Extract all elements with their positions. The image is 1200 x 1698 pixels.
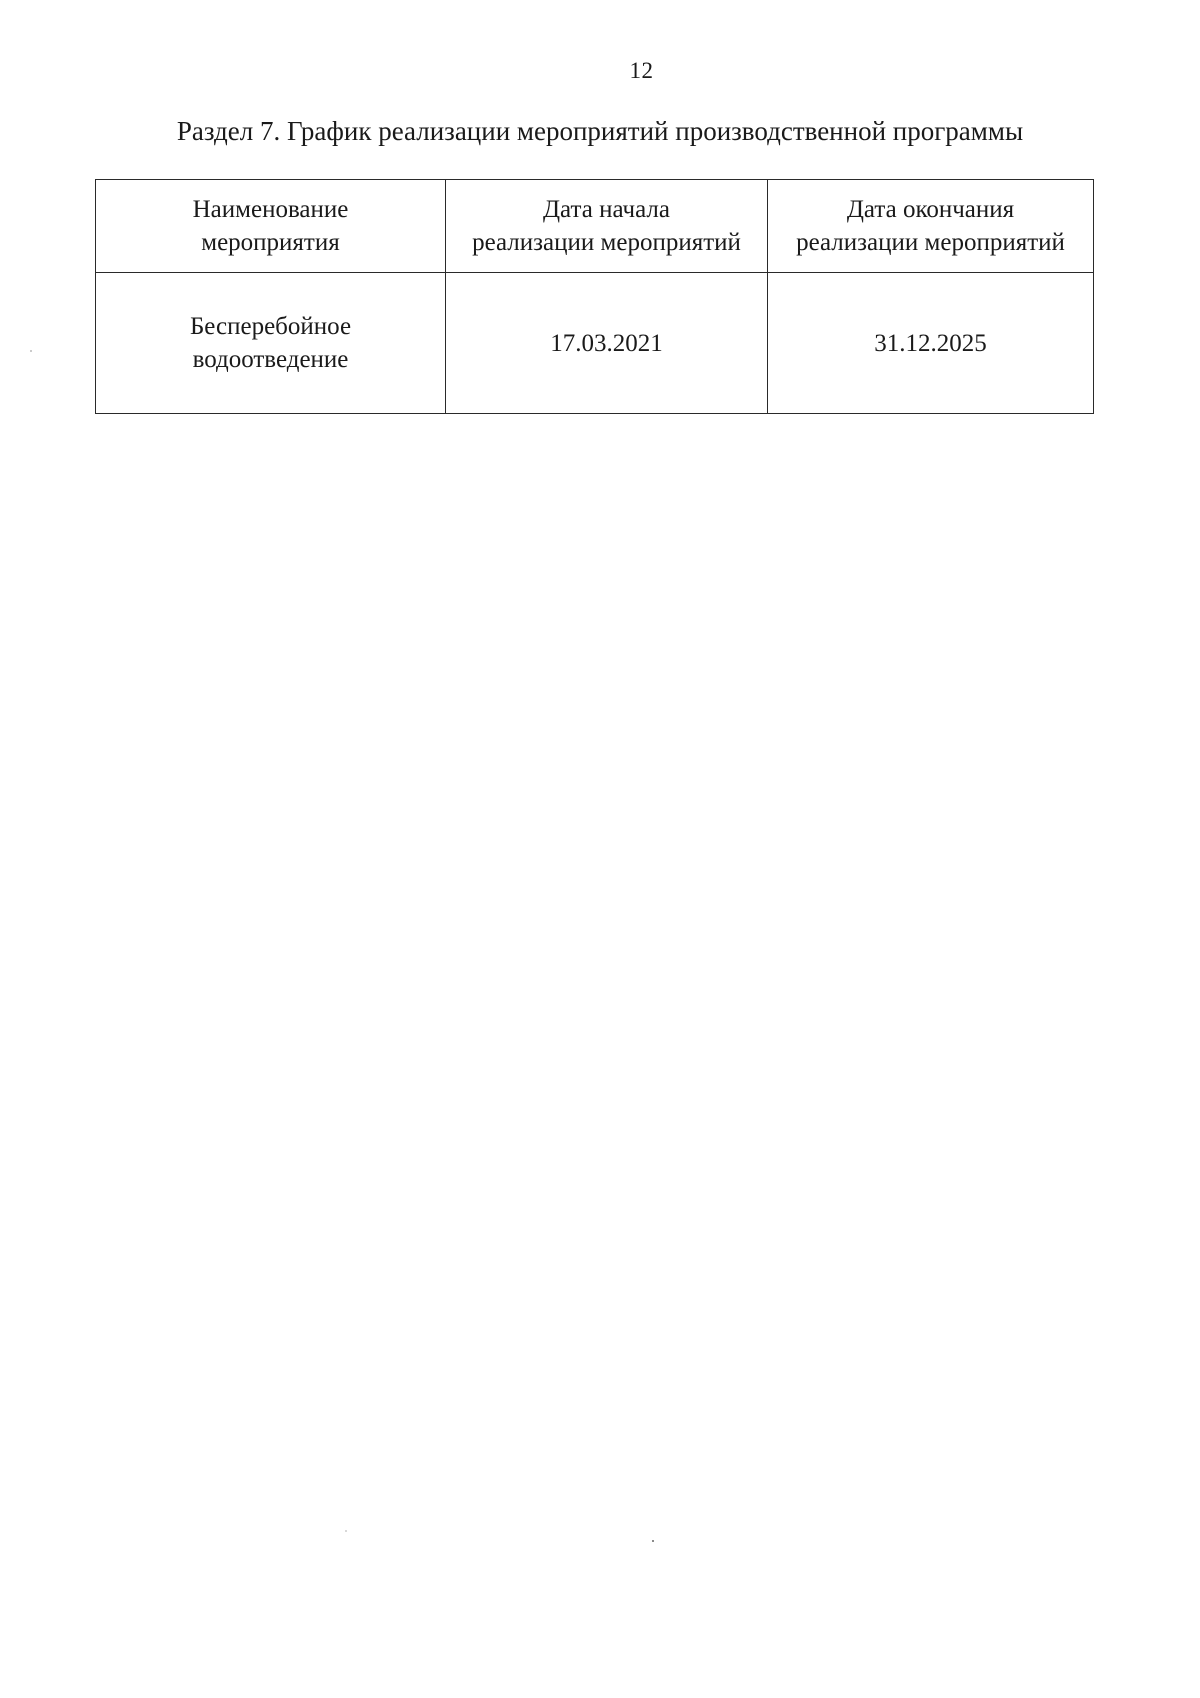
header-cell-start-date [446,180,768,273]
event-name-line: Бесперебойное [189,313,352,340]
end-date-cell: 31.12.2025 [768,273,1094,414]
table-header-row [96,180,1094,273]
header-cell-name [96,180,446,273]
scan-artifact [345,1530,347,1532]
section-title: Раздел 7. График реализации мероприятий производственной программы [176,116,1024,146]
header-cell-line: Наименование [192,196,349,223]
header-cell-line: Дата окончания [846,196,1015,223]
header-cell-line: реализации мероприятий [472,229,741,256]
table-row [96,273,1094,414]
header-cell-end-date [768,180,1094,273]
header-cell-line: реализации мероприятий [796,229,1065,256]
event-name-cell [96,273,446,414]
start-date-cell: 17.03.2021 [446,273,768,414]
schedule-table [95,179,1094,414]
scan-artifact [652,1540,654,1542]
page-number: 12 [629,58,654,83]
event-name-line: водоотведение [192,346,349,373]
header-cell-line: Дата начала [542,196,670,223]
header-cell-line: мероприятия [201,229,340,256]
scan-artifact [30,350,32,352]
